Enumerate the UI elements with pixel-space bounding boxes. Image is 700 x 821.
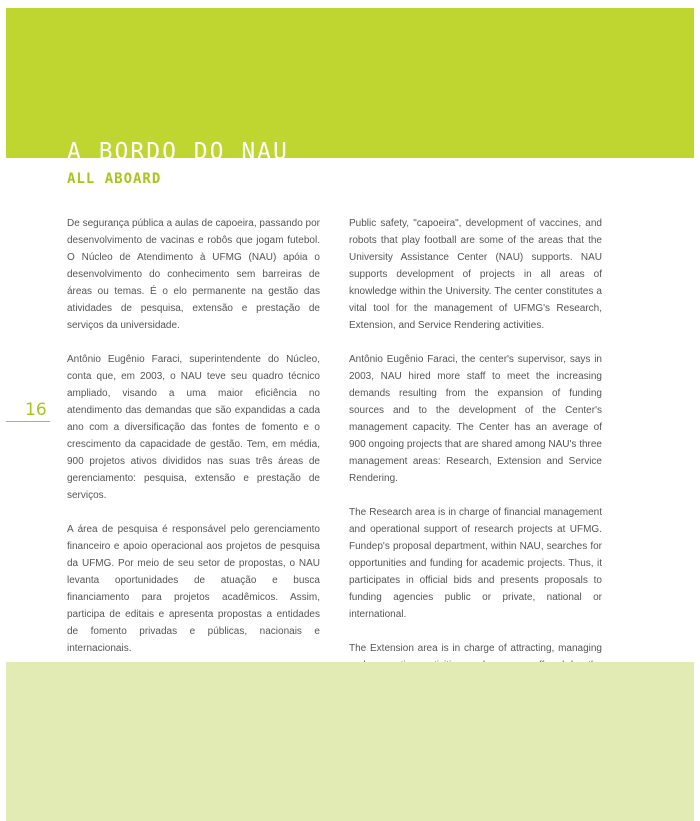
page-subtitle: ALL ABOARD: [67, 171, 162, 187]
paragraph: De segurança pública a aulas de capoeira, passando por desenvolvimento de vacinas e robôs que jogam futebol. O Núcleo de Atendimento à UFMG (NAU) apóia o desenvolvimento do conhecimento sem barreiras de áreas ou temas. É o elo permanente na gestão das atividades de pesquisa, extensão e prestação de serviços da universidade.: [67, 218, 320, 331]
header-band: [6, 8, 694, 158]
paragraph: Antônio Eugênio Faraci, superintendente do Núcleo, conta que, em 2003, o NAU teve seu quadro técnico ampliado, visando a uma maior eficiência no atendimento das demandas que são expandidas a cada ano com a diversificação das fontes de fomento e o crescimento da capacidade de gestão. Tem, em média, 900 projetos ativos divididos nas suas três áreas de gerenciamento: pesquisa, extensão e prestação de serviços.: [67, 354, 320, 501]
page-title: A BORDO DO NAU: [67, 139, 289, 165]
paragraph: Public safety, "capoeira", development of vaccines, and robots that play football are some of the areas that the University Assistance Center (NAU) supports. NAU supports development of projects in all areas of knowledge within the University. The center constitutes a vital tool for the management of UFMG's Research, Extension, and Service Rendering activities.: [349, 218, 602, 331]
paragraph: The Research area is in charge of financial management and operational support of research projects at UFMG. Fundep's proposal department, within NAU, searches for opportunities and funding for academic projects. Thus, it participates in official bids and presents proposals to funding agencies public or private, national or international.: [349, 507, 602, 620]
footer-band: [6, 662, 694, 821]
page-number: 16: [25, 400, 47, 420]
paragraph: Antônio Eugênio Faraci, the center's supervisor, says in 2003, NAU hired more staff to meet the increasing demands resulting from the expansion of funding sources and to the development of the Center's management capacity. The Center has an average of 900 ongoing projects that are shared among NAU's three management areas: Research, Extension and Service Rendering.: [349, 354, 602, 484]
paragraph: A área de pesquisa é responsável pelo gerenciamento financeiro e apoio operacional aos projetos de pesquisa da UFMG. Por meio de seu setor de propostas, o NAU levanta oportunidades de atuação e busca financiamento para projetos acadêmicos. Assim, participa de editais e apresenta propostas a entidades de fomento privadas e públicas, nacionais e internacionais.: [67, 524, 320, 654]
paragraph: The Extension area is in charge of attracting, managing: [349, 643, 602, 654]
page-number-rule: [6, 421, 50, 422]
english-text-column: [349, 215, 602, 708]
